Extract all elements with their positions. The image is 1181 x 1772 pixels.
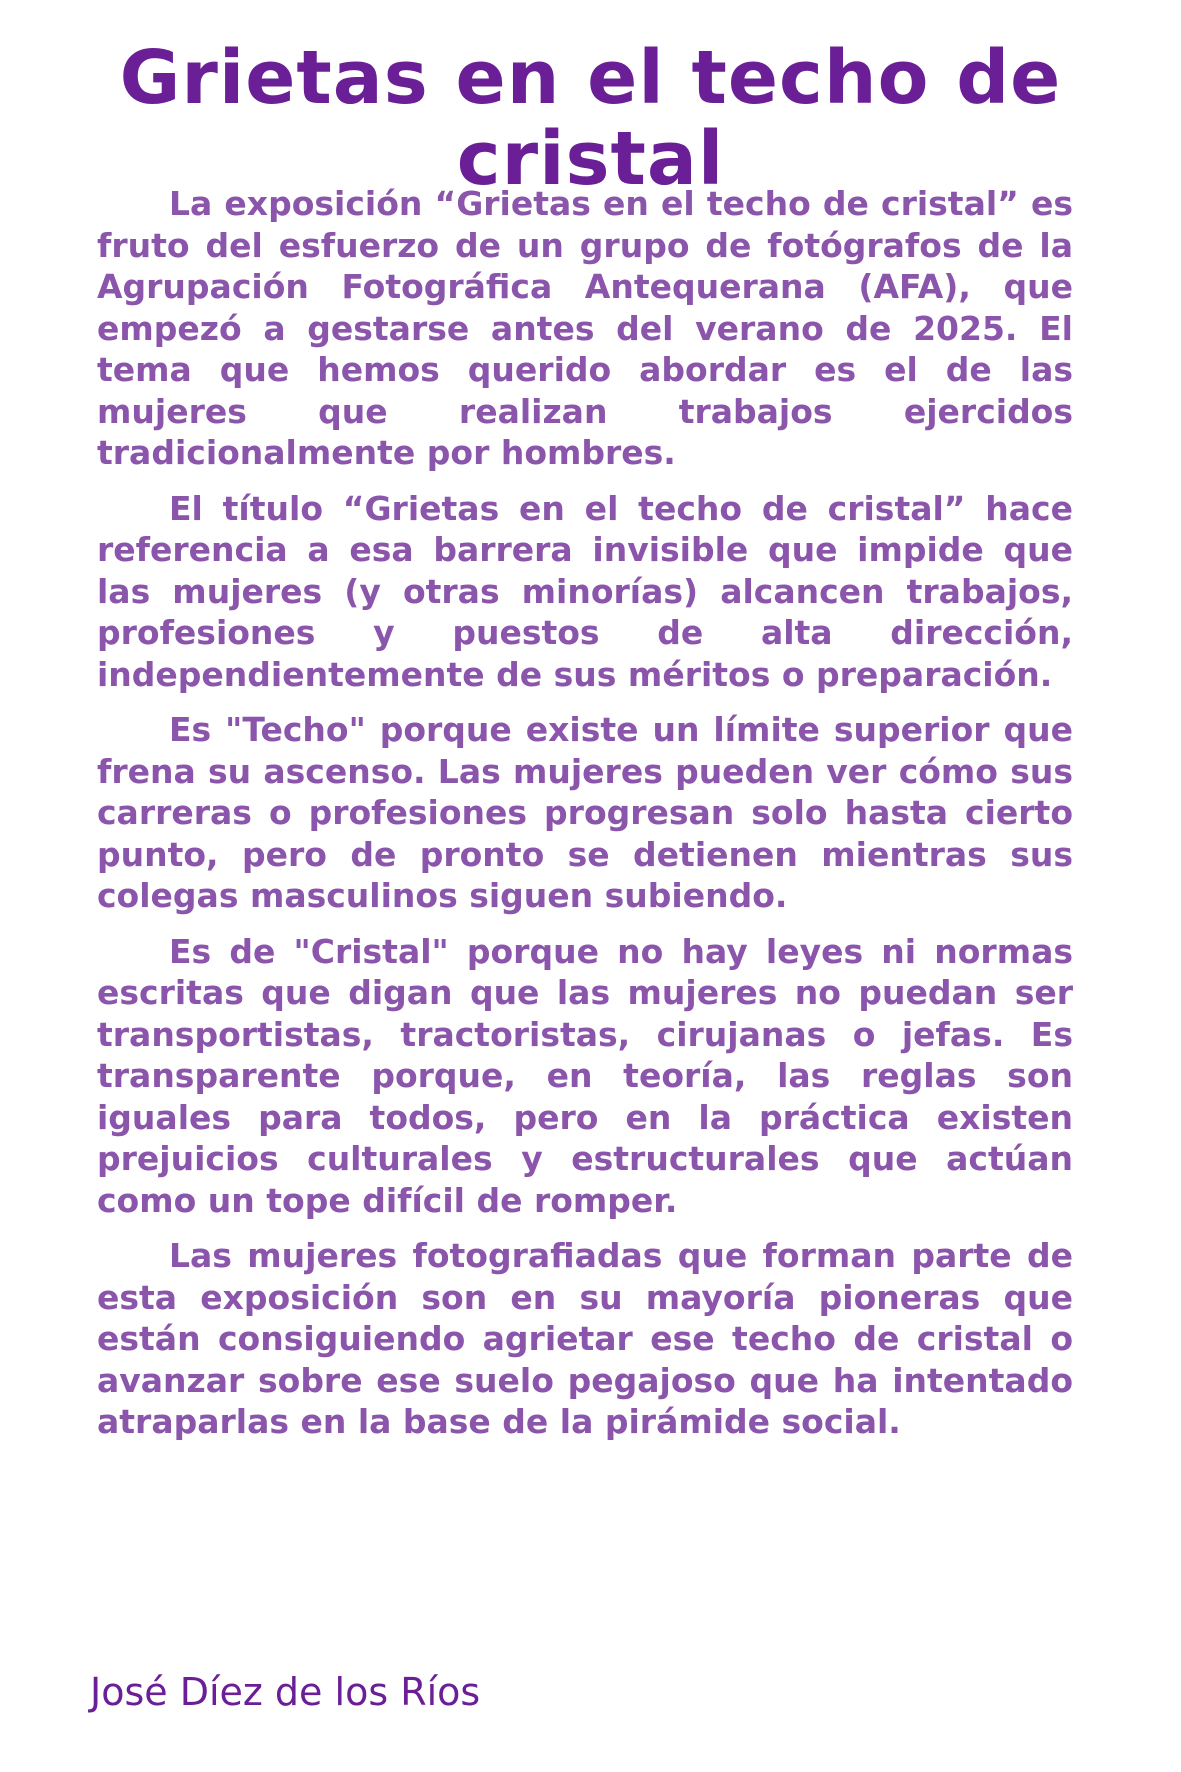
- paragraph-5: Las mujeres fotografiadas que forman parte de esta exposición son en su mayoría pioneras que están consiguiendo agrietar ese techo de cristal o avanzar sobre ese suelo pegajoso que ha intentado atraparlas en la base de la pirámide social.: [97, 1236, 1073, 1441]
- paragraph-2: El título “Grietas en el techo de cristal” hace referencia a esa barrera invisible que impide que las mujeres (y otras minorías) alcancen trabajos, profesiones y puestos de alta dirección, independientemente de sus méritos o preparación.: [97, 488, 1073, 694]
- article-body: [97, 183, 1073, 1457]
- paragraph-3: Es "Techo" porque existe un límite superior que frena su ascenso. Las mujeres pueden ver cómo sus carreras o profesiones progresan solo hasta cierto punto, pero de pronto se detienen mientras sus colegas masculinos siguen subiendo.: [97, 710, 1073, 915]
- author-signature: José Díez de los Ríos: [90, 1670, 481, 1714]
- paragraph-1: La exposición “Grietas en el techo de cristal” es fruto del esfuerzo de un grupo de fotógrafos de la Agrupación Fotográfica Antequerana (AFA), que empezó a gestarse antes del verano de 2025. El tema que hemos querido abordar es el de las mujeres que realizan trabajos ejercidos tradicionalmente por hombres.: [97, 184, 1073, 472]
- paragraph-4: Es de "Cristal" porque no hay leyes ni normas escritas que digan que las mujeres no puedan ser transportistas, tractoristas, cirujanas o jefas. Es transparente porque, en teoría, las reglas son iguales para todos, pero en la práctica existen prejuicios culturales y estructurales que actúan como un tope difícil de romper.: [97, 931, 1073, 1220]
- page-title: Grietas en el techo de cristal: [119, 35, 1062, 203]
